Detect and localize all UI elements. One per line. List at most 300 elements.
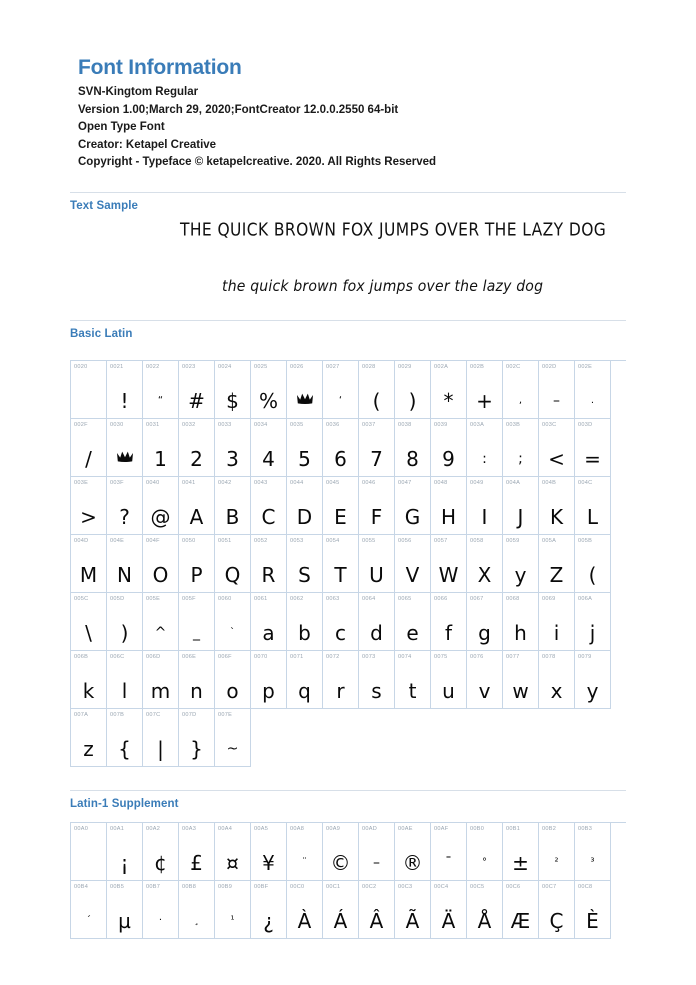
- glyph-cell[interactable]: [503, 535, 539, 593]
- glyph-cell[interactable]: [215, 823, 251, 881]
- glyph-sample: q: [298, 679, 311, 703]
- glyph-sample: @: [150, 505, 171, 529]
- glyph-codepoint-label: 00B2: [542, 826, 557, 832]
- glyph-codepoint-label: 0063: [326, 596, 340, 602]
- glyph-codepoint-label: 0069: [542, 596, 556, 602]
- glyph-codepoint-label: 00A3: [182, 826, 197, 832]
- glyph-sample: p: [262, 679, 275, 703]
- glyph-cell[interactable]: [539, 823, 575, 881]
- crown-icon: [107, 449, 142, 464]
- glyph-sample: 2: [190, 447, 203, 471]
- glyph-sample: Â: [369, 909, 384, 933]
- glyph-grid-row: [71, 593, 626, 651]
- glyph-cell[interactable]: [395, 361, 431, 419]
- glyph-codepoint-label: 002D: [542, 364, 557, 370]
- glyph-codepoint-label: 00C5: [470, 884, 485, 890]
- glyph-codepoint-label: 004A: [506, 480, 521, 486]
- glyph-cell[interactable]: [251, 881, 287, 939]
- glyph-codepoint-label: 0071: [290, 654, 304, 660]
- glyph-cell[interactable]: [395, 651, 431, 709]
- glyph-cell[interactable]: [287, 651, 323, 709]
- glyph-codepoint-label: 00A2: [146, 826, 161, 832]
- glyph-cell[interactable]: [575, 419, 611, 477]
- glyph-codepoint-label: 0043: [254, 480, 268, 486]
- glyph-codepoint-label: 0077: [506, 654, 520, 660]
- glyph-cell[interactable]: [215, 881, 251, 939]
- glyph-cell[interactable]: [179, 651, 215, 709]
- glyph-codepoint-label: 0030: [110, 422, 124, 428]
- glyph-codepoint-label: 0054: [326, 538, 340, 544]
- glyph-sample: 5: [298, 447, 311, 471]
- glyph-cell[interactable]: [431, 593, 467, 651]
- glyph-codepoint-label: 002A: [434, 364, 449, 370]
- glyph-codepoint-label: 005A: [542, 538, 557, 544]
- glyph-cell[interactable]: [143, 477, 179, 535]
- section-header-basic-latin: [70, 320, 626, 340]
- glyph-cell[interactable]: [323, 881, 359, 939]
- glyph-sample: Æ: [510, 909, 531, 933]
- glyph-codepoint-label: 0046: [362, 480, 376, 486]
- glyph-codepoint-label: 007D: [182, 712, 197, 718]
- glyph-cell[interactable]: [143, 823, 179, 881]
- glyph-cell[interactable]: [287, 823, 323, 881]
- glyph-cell[interactable]: [539, 535, 575, 593]
- glyph-cell[interactable]: [395, 477, 431, 535]
- glyph-cell[interactable]: [431, 535, 467, 593]
- glyph-cell[interactable]: [359, 823, 395, 881]
- glyph-cell[interactable]: [107, 651, 143, 709]
- glyph-codepoint-label: 0062: [290, 596, 304, 602]
- glyph-codepoint-label: 0036: [326, 422, 340, 428]
- glyph-cell[interactable]: [395, 881, 431, 939]
- glyph-cell[interactable]: [575, 535, 611, 593]
- glyph-sample: ·: [158, 915, 163, 926]
- glyph-sample: ¹: [230, 915, 235, 926]
- glyph-cell[interactable]: [359, 477, 395, 535]
- glyph-codepoint-label: 0020: [74, 364, 88, 370]
- glyph-sample: T: [334, 563, 347, 587]
- glyph-cell[interactable]: [431, 477, 467, 535]
- glyph-codepoint-label: 0079: [578, 654, 592, 660]
- glyph-sample: <: [548, 447, 565, 471]
- glyph-sample: f: [444, 621, 453, 645]
- glyph-codepoint-label: 003D: [578, 422, 593, 428]
- glyph-codepoint-label: 0048: [434, 480, 448, 486]
- glyph-sample: =: [584, 447, 601, 471]
- glyph-sample: R: [261, 563, 276, 587]
- glyph-sample: m: [150, 679, 171, 703]
- glyph-codepoint-label: 00C6: [506, 884, 521, 890]
- glyph-cell[interactable]: [179, 881, 215, 939]
- glyph-codepoint-label: 0031: [146, 422, 160, 428]
- glyph-cell[interactable]: [71, 593, 107, 651]
- glyph-sample: ^: [154, 625, 167, 641]
- glyph-cell[interactable]: [503, 823, 539, 881]
- glyph-sample: J: [517, 505, 524, 529]
- glyph-codepoint-label: 0067: [470, 596, 484, 602]
- glyph-codepoint-label: 0070: [254, 654, 268, 660]
- glyph-sample: B: [225, 505, 240, 529]
- glyph-cell[interactable]: [71, 881, 107, 939]
- glyph-sample: ´: [86, 915, 91, 926]
- glyph-cell[interactable]: [503, 651, 539, 709]
- glyph-cell[interactable]: [539, 361, 575, 419]
- glyph-cell[interactable]: [107, 823, 143, 881]
- glyph-sample: Ä: [441, 909, 456, 933]
- glyph-cell[interactable]: [143, 709, 179, 767]
- glyph-sample: y: [514, 563, 527, 587]
- glyph-codepoint-label: 0072: [326, 654, 340, 660]
- glyph-sample: ®: [402, 851, 423, 875]
- glyph-codepoint-label: 00B0: [470, 826, 485, 832]
- glyph-cell[interactable]: [71, 477, 107, 535]
- glyph-codepoint-label: 005E: [146, 596, 161, 602]
- glyph-sample: e: [406, 621, 419, 645]
- glyph-cell[interactable]: [503, 419, 539, 477]
- glyph-cell[interactable]: [323, 593, 359, 651]
- glyph-sample: r: [336, 679, 345, 703]
- glyph-cell[interactable]: [503, 593, 539, 651]
- glyph-cell[interactable]: [323, 477, 359, 535]
- glyph-codepoint-label: 00BF: [254, 884, 269, 890]
- glyph-cell[interactable]: [323, 419, 359, 477]
- glyph-cell[interactable]: [107, 709, 143, 767]
- glyph-cell[interactable]: [215, 419, 251, 477]
- glyph-codepoint-label: 0059: [506, 538, 520, 544]
- glyph-cell[interactable]: [71, 361, 107, 419]
- glyph-sample: 8: [406, 447, 419, 471]
- glyph-cell-empty: [467, 709, 503, 767]
- glyph-codepoint-label: 0025: [254, 364, 268, 370]
- glyph-cell[interactable]: [179, 593, 215, 651]
- glyph-cell[interactable]: [71, 535, 107, 593]
- glyph-cell[interactable]: [215, 709, 251, 767]
- glyph-cell[interactable]: [359, 419, 395, 477]
- glyph-grid-basic-latin: [70, 360, 626, 767]
- glyph-cell[interactable]: [467, 419, 503, 477]
- glyph-cell[interactable]: [215, 361, 251, 419]
- glyph-sample: i: [553, 621, 560, 645]
- glyph-cell[interactable]: [539, 419, 575, 477]
- glyph-sample: x: [550, 679, 563, 703]
- glyph-codepoint-label: 0053: [290, 538, 304, 544]
- glyph-sample: £: [190, 851, 203, 875]
- glyph-cell[interactable]: [467, 823, 503, 881]
- glyph-cell[interactable]: [539, 593, 575, 651]
- glyph-codepoint-label: 006A: [578, 596, 593, 602]
- glyph-codepoint-label: 00C0: [290, 884, 305, 890]
- glyph-cell[interactable]: [143, 361, 179, 419]
- glyph-codepoint-label: 006E: [182, 654, 197, 660]
- glyph-cell[interactable]: [431, 361, 467, 419]
- glyph-cell[interactable]: [359, 651, 395, 709]
- glyph-codepoint-label: 0039: [434, 422, 448, 428]
- glyph-sample: ;: [518, 451, 523, 467]
- glyph-codepoint-label: 005F: [182, 596, 196, 602]
- glyph-codepoint-label: 005C: [74, 596, 89, 602]
- glyph-codepoint-label: 0027: [326, 364, 340, 370]
- glyph-cell[interactable]: [431, 881, 467, 939]
- glyph-codepoint-label: 00C1: [326, 884, 341, 890]
- glyph-sample: D: [296, 505, 313, 529]
- glyph-cell[interactable]: [107, 419, 143, 477]
- glyph-cell[interactable]: [323, 823, 359, 881]
- glyph-cell[interactable]: [323, 651, 359, 709]
- glyph-grid-row: [71, 419, 626, 477]
- glyph-grid-row: [71, 477, 626, 535]
- glyph-codepoint-label: 003C: [542, 422, 557, 428]
- glyph-cell[interactable]: [251, 823, 287, 881]
- glyph-sample: z: [83, 737, 94, 761]
- glyph-cell[interactable]: [431, 651, 467, 709]
- glyph-cell[interactable]: [323, 535, 359, 593]
- glyph-grid-row: [71, 651, 626, 709]
- glyph-sample: ¢: [154, 851, 167, 875]
- glyph-cell[interactable]: [179, 477, 215, 535]
- glyph-cell-empty: [323, 709, 359, 767]
- glyph-sample: K: [549, 505, 564, 529]
- glyph-grid-row: [71, 535, 626, 593]
- glyph-grid-row: [71, 709, 626, 767]
- glyph-codepoint-label: 007C: [146, 712, 161, 718]
- glyph-codepoint-label: 003E: [74, 480, 89, 486]
- glyph-cell[interactable]: [287, 593, 323, 651]
- glyph-codepoint-label: 0076: [470, 654, 484, 660]
- glyph-codepoint-label: 003F: [110, 480, 124, 486]
- glyph-codepoint-label: 0033: [218, 422, 232, 428]
- glyph-sample: l: [121, 679, 128, 703]
- glyph-cell[interactable]: [71, 823, 107, 881]
- glyph-sample: U: [369, 563, 384, 587]
- glyph-sample: ¤: [226, 851, 239, 875]
- section-header-text-sample: [70, 192, 626, 212]
- glyph-sample: P: [190, 563, 203, 587]
- font-format-line: Open Type Font: [78, 121, 165, 133]
- crown-icon: [287, 391, 322, 406]
- glyph-cell[interactable]: [71, 651, 107, 709]
- glyph-codepoint-label: 0029: [398, 364, 412, 370]
- glyph-codepoint-label: 00A4: [218, 826, 233, 832]
- glyph-sample: O: [152, 563, 169, 587]
- glyph-cell[interactable]: [467, 535, 503, 593]
- glyph-cell[interactable]: [143, 651, 179, 709]
- glyph-codepoint-label: 0047: [398, 480, 412, 486]
- glyph-sample: ~: [226, 741, 239, 757]
- glyph-cell[interactable]: [287, 535, 323, 593]
- glyph-cell[interactable]: [467, 881, 503, 939]
- glyph-sample: Á: [333, 909, 348, 933]
- glyph-cell[interactable]: [179, 709, 215, 767]
- glyph-codepoint-label: 00A5: [254, 826, 269, 832]
- glyph-sample: a: [262, 621, 275, 645]
- glyph-sample: ?: [119, 505, 130, 529]
- glyph-cell[interactable]: [467, 593, 503, 651]
- glyph-cell[interactable]: [287, 419, 323, 477]
- glyph-sample: $: [226, 389, 239, 413]
- glyph-cell[interactable]: [251, 593, 287, 651]
- glyph-cell[interactable]: [575, 477, 611, 535]
- glyph-cell[interactable]: [251, 419, 287, 477]
- glyph-codepoint-label: 002B: [470, 364, 485, 370]
- glyph-cell[interactable]: [539, 651, 575, 709]
- glyph-codepoint-label: 005D: [110, 596, 125, 602]
- glyph-cell[interactable]: [575, 651, 611, 709]
- glyph-cell[interactable]: [359, 881, 395, 939]
- glyph-sample: 4: [262, 447, 275, 471]
- glyph-codepoint-label: 004D: [74, 538, 89, 544]
- glyph-sample: h: [514, 621, 527, 645]
- glyph-codepoint-label: 0056: [398, 538, 412, 544]
- glyph-codepoint-label: 0037: [362, 422, 376, 428]
- glyph-codepoint-label: 00C7: [542, 884, 557, 890]
- glyph-codepoint-label: 0021: [110, 364, 124, 370]
- glyph-cell[interactable]: [215, 651, 251, 709]
- glyph-cell[interactable]: [287, 477, 323, 535]
- glyph-cell[interactable]: [107, 477, 143, 535]
- glyph-grid-row: [71, 881, 626, 939]
- glyph-cell[interactable]: [395, 535, 431, 593]
- glyph-sample: ³: [590, 857, 595, 868]
- glyph-cell[interactable]: [179, 361, 215, 419]
- glyph-cell[interactable]: [431, 823, 467, 881]
- glyph-cell[interactable]: [287, 361, 323, 419]
- glyph-cell[interactable]: [215, 535, 251, 593]
- glyph-cell[interactable]: [107, 593, 143, 651]
- glyph-cell[interactable]: [467, 651, 503, 709]
- glyph-sample: *: [443, 389, 454, 413]
- glyph-sample: {: [118, 737, 131, 761]
- glyph-sample: _: [193, 625, 200, 641]
- glyph-codepoint-label: 002F: [74, 422, 88, 428]
- glyph-cell[interactable]: [251, 535, 287, 593]
- glyph-sample: o: [226, 679, 239, 703]
- glyph-sample: (: [372, 389, 381, 413]
- glyph-cell[interactable]: [143, 535, 179, 593]
- glyph-sample: 9: [442, 447, 455, 471]
- glyph-cell-empty: [287, 709, 323, 767]
- glyph-sample: b: [298, 621, 311, 645]
- glyph-sample: G: [404, 505, 421, 529]
- glyph-codepoint-label: 0057: [434, 538, 448, 544]
- glyph-cell[interactable]: [575, 881, 611, 939]
- glyph-cell-empty: [431, 709, 467, 767]
- glyph-cell[interactable]: [431, 419, 467, 477]
- glyph-codepoint-label: 007A: [74, 712, 89, 718]
- glyph-cell[interactable]: [287, 881, 323, 939]
- glyph-cell[interactable]: [503, 361, 539, 419]
- glyph-sample: n: [190, 679, 203, 703]
- glyph-codepoint-label: 00C3: [398, 884, 413, 890]
- glyph-sample: °: [482, 857, 487, 868]
- section-title-basic-latin: Basic Latin: [70, 328, 133, 340]
- glyph-codepoint-label: 006D: [146, 654, 161, 660]
- glyph-codepoint-label: 006F: [218, 654, 232, 660]
- glyph-cell[interactable]: [575, 361, 611, 419]
- glyph-codepoint-label: 004E: [110, 538, 125, 544]
- glyph-sample: ): [120, 621, 129, 645]
- glyph-cell[interactable]: [179, 823, 215, 881]
- glyph-cell[interactable]: [503, 477, 539, 535]
- glyph-cell[interactable]: [143, 593, 179, 651]
- glyph-cell[interactable]: [251, 651, 287, 709]
- glyph-codepoint-label: 0023: [182, 364, 196, 370]
- glyph-cell[interactable]: [251, 477, 287, 535]
- glyph-cell-empty: [395, 709, 431, 767]
- glyph-cell[interactable]: [359, 593, 395, 651]
- glyph-cell[interactable]: [359, 535, 395, 593]
- glyph-codepoint-label: 0075: [434, 654, 448, 660]
- glyph-sample: C: [261, 505, 276, 529]
- glyph-sample: `: [230, 627, 235, 638]
- glyph-cell[interactable]: [467, 361, 503, 419]
- glyph-sample: #: [188, 389, 205, 413]
- glyph-cell[interactable]: [323, 361, 359, 419]
- glyph-grid-latin1-supplement: [70, 822, 626, 939]
- glyph-sample: ‘: [338, 395, 343, 406]
- glyph-codepoint-label: 00AD: [362, 826, 377, 832]
- glyph-cell[interactable]: [107, 361, 143, 419]
- glyph-cell[interactable]: [251, 361, 287, 419]
- glyph-cell[interactable]: [107, 881, 143, 939]
- glyph-cell[interactable]: [71, 419, 107, 477]
- glyph-sample: c: [335, 621, 346, 645]
- glyph-cell[interactable]: [107, 535, 143, 593]
- glyph-cell[interactable]: [215, 477, 251, 535]
- glyph-cell[interactable]: [575, 823, 611, 881]
- glyph-cell[interactable]: [503, 881, 539, 939]
- glyph-codepoint-label: 002C: [506, 364, 521, 370]
- glyph-cell[interactable]: [467, 477, 503, 535]
- glyph-cell[interactable]: [215, 593, 251, 651]
- glyph-codepoint-label: 0049: [470, 480, 484, 486]
- glyph-codepoint-label: 0035: [290, 422, 304, 428]
- glyph-codepoint-label: 0065: [398, 596, 412, 602]
- glyph-sample: E: [334, 505, 347, 529]
- glyph-codepoint-label: 0024: [218, 364, 232, 370]
- glyph-sample: “: [157, 395, 164, 406]
- glyph-sample: N: [117, 563, 132, 587]
- glyph-codepoint-label: 004F: [146, 538, 160, 544]
- glyph-codepoint-label: 00B9: [218, 884, 233, 890]
- glyph-codepoint-label: 0066: [434, 596, 448, 602]
- glyph-cell[interactable]: [539, 477, 575, 535]
- glyph-cell[interactable]: [395, 593, 431, 651]
- glyph-sample: ¯: [445, 855, 452, 871]
- glyph-codepoint-label: 0073: [362, 654, 376, 660]
- glyph-codepoint-label: 0052: [254, 538, 268, 544]
- glyph-sample: X: [477, 563, 492, 587]
- glyph-codepoint-label: 0028: [362, 364, 376, 370]
- glyph-cell[interactable]: [395, 823, 431, 881]
- glyph-cell[interactable]: [179, 419, 215, 477]
- glyph-cell[interactable]: [71, 709, 107, 767]
- glyph-cell[interactable]: [539, 881, 575, 939]
- glyph-sample: .: [590, 395, 595, 406]
- glyph-sample: %: [258, 389, 278, 413]
- glyph-cell[interactable]: [575, 593, 611, 651]
- glyph-cell[interactable]: [179, 535, 215, 593]
- font-version-line: Version 1.00;March 29, 2020;FontCreator 12.0.0.2550 64-bit: [78, 103, 399, 116]
- glyph-cell[interactable]: [143, 881, 179, 939]
- glyph-sample: ¥: [262, 851, 275, 875]
- glyph-cell[interactable]: [143, 419, 179, 477]
- glyph-cell[interactable]: [395, 419, 431, 477]
- glyph-cell-empty: [539, 709, 575, 767]
- page-title: Font Information: [78, 56, 242, 79]
- glyph-cell[interactable]: [359, 361, 395, 419]
- glyph-codepoint-label: 006B: [74, 654, 89, 660]
- glyph-codepoint-label: 0026: [290, 364, 304, 370]
